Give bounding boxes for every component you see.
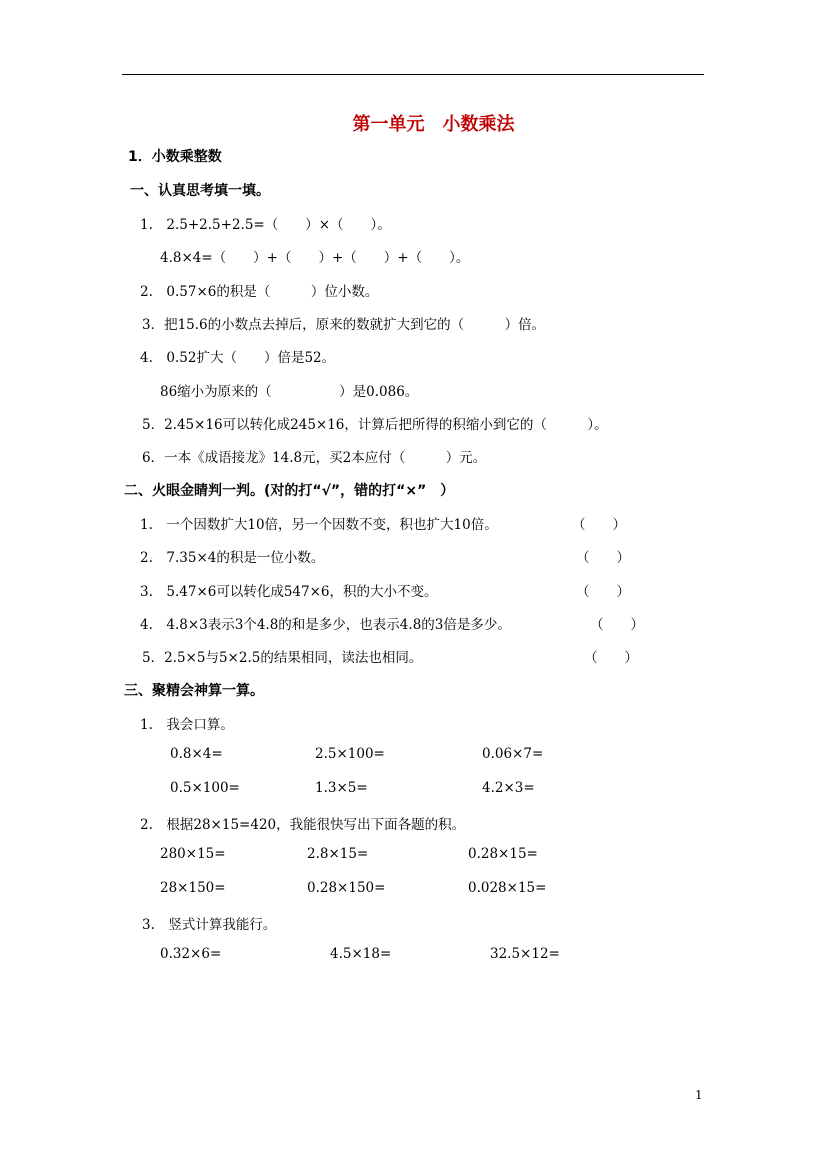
oral-calc: 4.2×3=	[482, 780, 535, 796]
section2-item-1: 1. 一个因数扩大10倍，另一个因数不变，积也扩大10倍。	[140, 517, 498, 533]
answer-paren: （ ）	[572, 517, 626, 533]
product-calc: 280×15=	[160, 846, 226, 862]
product-calc: 28×150=	[160, 880, 226, 896]
section3-sub3: 3. 竖式计算我能行。	[142, 917, 277, 933]
page-title: 第一单元 小数乘法	[352, 114, 515, 135]
section1-item-4b: 86缩小为原来的（ ）是0.086。	[160, 384, 419, 400]
oral-calc: 0.06×7=	[482, 746, 544, 762]
vertical-calc: 0.32×6=	[160, 946, 222, 962]
section2-item-5: 5．2.5×5与5×2.5的结果相同，读法也相同。	[142, 650, 423, 666]
section3-heading: 三、聚精会神算一算。	[124, 683, 264, 699]
answer-paren: （ ）	[576, 550, 630, 566]
section2-item-4: 4. 4.8×3表示3个4.8的和是多少，也表示4.8的3倍是多少。	[140, 617, 511, 633]
product-calc: 0.28×15=	[468, 846, 538, 862]
section3-sub2: 2. 根据28×15=420，我能很快写出下面各题的积。	[140, 817, 466, 833]
product-calc: 0.028×15=	[468, 880, 547, 896]
answer-paren: （ ）	[576, 584, 630, 600]
section2-item-3: 3. 5.47×6可以转化成547×6，积的大小不变。	[140, 584, 438, 600]
section1-item-2: 2. 0.57×6的积是（ ）位小数。	[140, 284, 379, 300]
section1-heading: 一、认真思考填一填。	[130, 183, 270, 199]
lesson-subtitle: 1．小数乘整数	[128, 149, 222, 165]
answer-paren: （ ）	[590, 617, 644, 633]
section1-item-5: 5．2.45×16可以转化成245×16，计算后把所得的积缩小到它的（ ）。	[142, 417, 608, 433]
section1-item-1b: 4.8×4=（ ）+（ ）+（ ）+（ ）。	[160, 250, 470, 266]
section2-item-2: 2. 7.35×4的积是一位小数。	[140, 550, 325, 566]
oral-calc: 1.3×5=	[315, 780, 368, 796]
product-calc: 2.8×15=	[307, 846, 369, 862]
oral-calc: 0.8×4=	[170, 746, 223, 762]
section2-heading: 二、火眼金睛判一判。(对的打“√”，错的打“×” ）	[124, 483, 455, 499]
vertical-calc: 32.5×12=	[490, 946, 560, 962]
vertical-calc: 4.5×18=	[330, 946, 392, 962]
product-calc: 0.28×150=	[307, 880, 386, 896]
section1-item-4: 4. 0.52扩大（ ）倍是52。	[140, 350, 336, 366]
section1-item-3: 3．把15.6的小数点去掉后，原来的数就扩大到它的（ ）倍。	[142, 317, 546, 333]
section1-item-6: 6．一本《成语接龙》14.8元，买2本应付（ ）元。	[142, 450, 487, 466]
oral-calc: 0.5×100=	[170, 780, 240, 796]
oral-calc: 2.5×100=	[315, 746, 385, 762]
header-rule	[122, 74, 704, 75]
answer-paren: （ ）	[584, 650, 638, 666]
section1-item-1: 1. 2.5+2.5+2.5=（ ）×（ ）。	[140, 217, 391, 233]
page-number: 1	[695, 1088, 703, 1102]
section3-sub1: 1. 我会口算。	[140, 717, 234, 733]
